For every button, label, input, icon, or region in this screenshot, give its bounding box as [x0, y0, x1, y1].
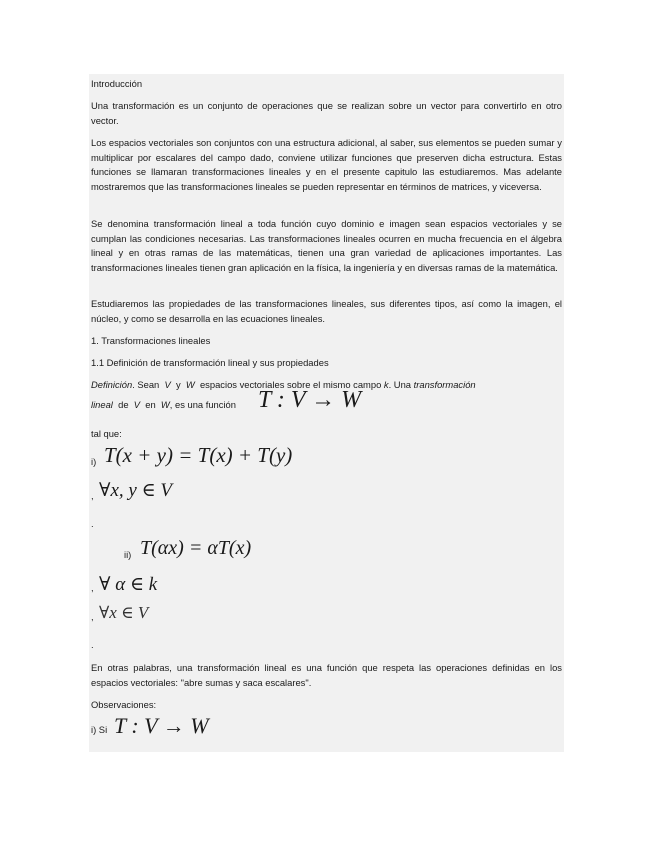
observaciones-heading: Observaciones:	[91, 699, 157, 710]
formula-additivity: T(x + y) = T(x) + T(y)	[104, 443, 293, 467]
observation-i-label: i) Si	[91, 724, 108, 735]
dot-2: .	[91, 639, 94, 650]
section-heading-1: 1. Transformaciones lineales	[91, 335, 211, 346]
paragraph-5: En otras palabras, una transformación lineal es una función que respeta las operaciones definidas en los espacios vectoriales: "abre sumas y saca escalares".	[91, 662, 562, 688]
section-heading-1-1: 1.1 Definición de transformación lineal y sus propiedades	[91, 357, 329, 368]
definition-line-1: Definición. Sean V y W espacios vectoriales sobre el mismo campo k. Una transformación	[91, 379, 476, 390]
formula-homogeneity: T(αx) = αT(x)	[140, 537, 252, 559]
formula-forall-xy: ∀x, y ∈ V	[99, 480, 173, 501]
paragraph-4: Estudiaremos las propiedades de las transformaciones lineales, sus diferentes tipos, así como la imagen, el núcleo, y como se desarrolla en las ecuaciones lineales.	[91, 298, 562, 324]
paragraph-2: Los espacios vectoriales son conjuntos con una estructura adicional, al saber, sus elementos se pueden sumar y multiplicar por escalares del campo dado, conviene utilizar funciones que preserven dicha estructura. Estas funciones se llamaran transformaciones lineales y en el presente capitulo las estudiaremos. Mas adelante mostraremos que las transformaciones lineales se pueden representar en términos de matrices, y viceversa.	[91, 137, 562, 192]
defined-term: transformación	[413, 379, 476, 390]
definition-label: Definición	[91, 379, 133, 390]
formula-forall-alpha: ∀ α ∈ k	[99, 574, 158, 595]
formula-forall-x: ∀x ∈ V	[99, 603, 149, 622]
formula-map-observation: T : V → W	[114, 713, 209, 738]
intro-heading: Introducción	[91, 78, 143, 89]
item-ii-label: ii)	[124, 549, 132, 560]
definition-line-2: lineal de V en W, es una función	[91, 399, 236, 410]
formula-map-definition: T : V → W	[258, 387, 362, 413]
dot-1: .	[91, 518, 94, 529]
paragraph-1: Una transformación es un conjunto de operaciones que se realizan sobre un vector para convertirlo en otro vector.	[91, 100, 562, 126]
tal-que-label: tal que:	[91, 428, 122, 439]
comma-2: ,	[91, 582, 94, 593]
comma-3: ,	[91, 611, 94, 622]
paragraph-3: Se denomina transformación lineal a toda función cuyo dominio e imagen sean espacios vectoriales y se cumplan las condiciones necesarias. Las transformaciones lineales ocurren en mucha frecuencia en el álgebra lineal y en otras ramas de las matemáticas, tienen una gran variedad de aplicaciones importantes. Las transformaciones lineales tienen gran aplicación en la física, la ingeniería y en diversas ramas de la matemática.	[91, 218, 562, 273]
comma-1: ,	[91, 490, 94, 501]
item-i-label: i)	[91, 456, 97, 467]
